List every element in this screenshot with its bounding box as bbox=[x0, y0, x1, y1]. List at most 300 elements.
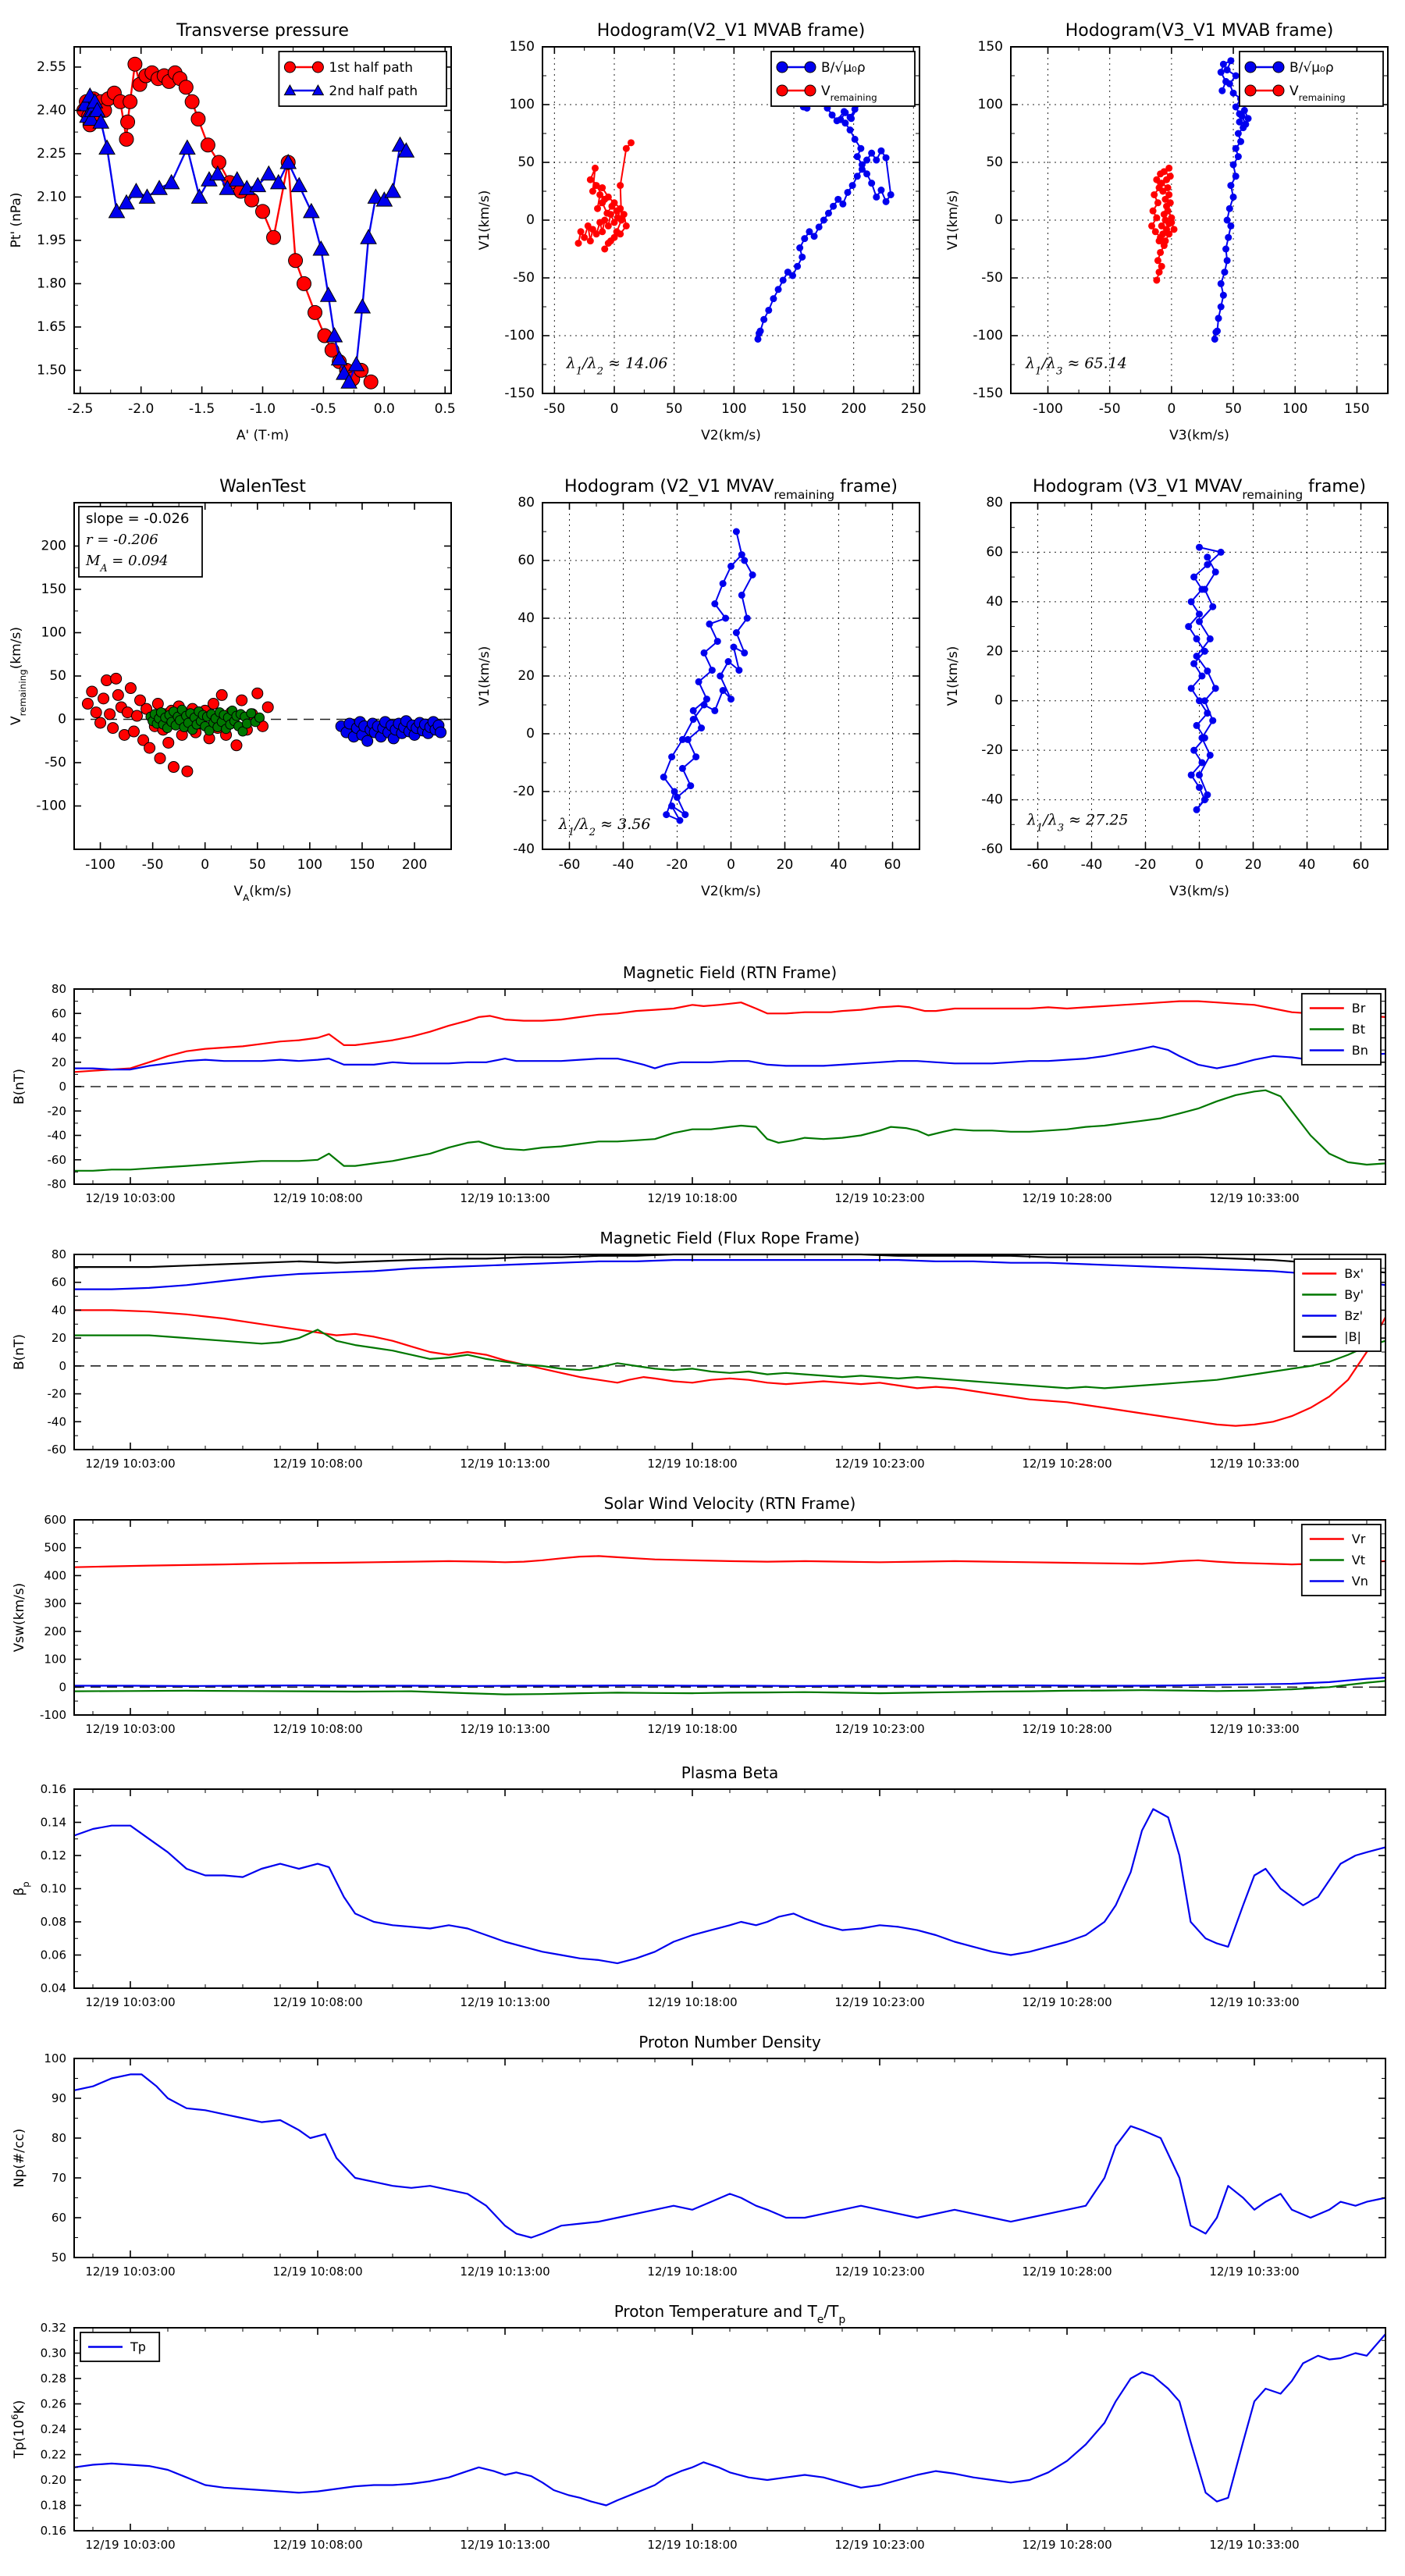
marker-V-remaining bbox=[575, 240, 582, 247]
x-tick-label: 12/19 10:03:00 bbox=[85, 1457, 176, 1471]
marker-V-hodogram bbox=[676, 817, 683, 824]
marker-B-hodogram bbox=[1232, 73, 1240, 80]
marker-V-remaining bbox=[1154, 257, 1161, 264]
marker-V-remaining bbox=[599, 184, 606, 191]
y-tick-label: 1.95 bbox=[37, 232, 66, 248]
y-tick-label: 40 bbox=[51, 1302, 66, 1317]
marker-V-hodogram bbox=[1201, 586, 1208, 593]
panel-title: Magnetic Field (Flux Rope Frame) bbox=[599, 1229, 860, 1247]
marker-walen-red bbox=[112, 689, 123, 700]
marker-V-remaining bbox=[1151, 191, 1158, 198]
marker-V-hodogram bbox=[1193, 806, 1200, 813]
y-tick-label: 0 bbox=[526, 212, 535, 228]
y-tick-label: -40 bbox=[981, 792, 1003, 808]
y-tick-label: 80 bbox=[518, 495, 535, 511]
x-tick-label: -40 bbox=[612, 857, 635, 873]
x-tick-label: 50 bbox=[1225, 401, 1242, 417]
y-tick-label: 40 bbox=[51, 1030, 66, 1044]
marker-first-half-path bbox=[179, 80, 193, 94]
marker-B-hodogram bbox=[1227, 182, 1234, 189]
x-tick-label: 50 bbox=[665, 401, 683, 417]
marker-V-hodogram bbox=[1204, 792, 1211, 799]
legend-marker bbox=[284, 62, 295, 73]
legend-label: Bn bbox=[1351, 1043, 1368, 1059]
marker-B-hodogram bbox=[877, 148, 884, 155]
plot-area bbox=[74, 2328, 1385, 2531]
marker-V-hodogram bbox=[735, 667, 742, 674]
x-tick-label: -50 bbox=[543, 401, 566, 417]
x-tick-label: 60 bbox=[884, 857, 902, 873]
marker-B-hodogram bbox=[841, 108, 848, 115]
x-tick-label: -2.5 bbox=[67, 401, 94, 417]
y-tick-label: 2.10 bbox=[37, 189, 66, 205]
y-tick-label: -60 bbox=[981, 841, 1003, 857]
x-tick-label: 0 bbox=[1195, 857, 1204, 873]
y-tick-label: 600 bbox=[44, 1512, 66, 1527]
marker-V-remaining bbox=[587, 237, 594, 244]
marker-B-hodogram bbox=[811, 233, 818, 240]
y-tick-label: 0.28 bbox=[40, 2371, 66, 2386]
y-tick-label: 0 bbox=[526, 726, 535, 742]
marker-V-hodogram bbox=[668, 802, 675, 809]
marker-V-hodogram bbox=[720, 580, 727, 587]
marker-B-hodogram bbox=[852, 136, 859, 143]
y-tick-label: 400 bbox=[44, 1567, 66, 1582]
marker-V-remaining bbox=[1148, 222, 1155, 229]
plot-area bbox=[74, 1789, 1385, 1988]
marker-first-half-path bbox=[256, 205, 270, 219]
x-tick-label: 100 bbox=[721, 401, 747, 417]
y-tick-label: 0.20 bbox=[40, 2472, 66, 2487]
marker-V-hodogram bbox=[711, 707, 718, 714]
y-tick-label: 0.14 bbox=[40, 1815, 66, 1829]
marker-walen-red bbox=[252, 688, 263, 699]
marker-V-hodogram bbox=[717, 673, 724, 680]
legend-marker bbox=[805, 62, 816, 73]
x-tick-label: 12/19 10:08:00 bbox=[272, 1457, 363, 1471]
marker-V-hodogram bbox=[692, 753, 699, 760]
legend-marker bbox=[1273, 85, 1284, 96]
x-tick-label: 12/19 10:18:00 bbox=[647, 2265, 738, 2279]
marker-walen-red bbox=[82, 699, 93, 710]
marker-V-hodogram bbox=[733, 629, 740, 636]
y-tick-label: -20 bbox=[47, 1386, 66, 1401]
panel-transverse-pressure bbox=[0, 6, 468, 457]
solar-wind-velocity-chart bbox=[0, 1487, 1405, 1752]
marker-first-half-path bbox=[201, 138, 215, 152]
y-axis-label: Pt' (nPa) bbox=[9, 192, 24, 248]
marker-V-hodogram bbox=[720, 687, 727, 694]
legend bbox=[279, 52, 446, 106]
marker-V-hodogram bbox=[1209, 603, 1216, 610]
y-tick-label: 50 bbox=[49, 668, 66, 684]
marker-B-hodogram bbox=[868, 150, 875, 157]
marker-walen-blue bbox=[362, 735, 373, 746]
marker-walen-red bbox=[111, 673, 122, 684]
y-tick-label: 60 bbox=[986, 544, 1003, 560]
y-tick-label: 20 bbox=[51, 1055, 66, 1069]
y-tick-label: 0.26 bbox=[40, 2396, 66, 2411]
marker-V-remaining bbox=[611, 199, 618, 206]
y-tick-label: -50 bbox=[513, 270, 535, 286]
y-tick-label: 200 bbox=[44, 1624, 66, 1638]
marker-V-remaining bbox=[1165, 184, 1172, 191]
marker-B-hodogram bbox=[1218, 280, 1225, 287]
magnetic-field-rtn-chart bbox=[0, 956, 1405, 1222]
marker-V-remaining bbox=[599, 228, 606, 235]
x-tick-label: 40 bbox=[1298, 857, 1316, 873]
y-tick-label: 150 bbox=[41, 582, 66, 597]
marker-V-remaining bbox=[1165, 191, 1172, 198]
marker-walen-red bbox=[182, 766, 193, 777]
marker-walen-red bbox=[105, 709, 116, 720]
x-tick-label: 12/19 10:18:00 bbox=[647, 1995, 738, 2009]
marker-first-half-path bbox=[308, 305, 322, 319]
panel-title: Solar Wind Velocity (RTN Frame) bbox=[603, 1494, 856, 1513]
marker-V-remaining bbox=[1150, 208, 1157, 215]
x-tick-label: 12/19 10:08:00 bbox=[272, 1995, 363, 2009]
marker-B-hodogram bbox=[775, 286, 782, 293]
legend-label: Vn bbox=[1351, 1574, 1368, 1589]
marker-V-remaining bbox=[623, 145, 630, 152]
x-tick-label: -60 bbox=[558, 857, 581, 873]
marker-V-hodogram bbox=[1196, 618, 1203, 625]
marker-first-half-path bbox=[191, 112, 205, 126]
x-tick-label: 200 bbox=[841, 401, 866, 417]
marker-V-hodogram bbox=[663, 811, 670, 818]
panel-solar-wind-velocity bbox=[0, 1487, 1405, 1752]
x-tick-label: 0 bbox=[727, 857, 735, 873]
y-tick-label: -50 bbox=[44, 755, 66, 770]
marker-V-hodogram bbox=[1218, 549, 1225, 556]
x-tick-label: 0 bbox=[610, 401, 619, 417]
marker-B-hodogram bbox=[868, 180, 875, 187]
marker-B-hodogram bbox=[1232, 173, 1240, 180]
marker-B-hodogram bbox=[883, 155, 890, 162]
legend-label: Tp bbox=[130, 2339, 146, 2355]
panel-walen-test bbox=[0, 462, 468, 913]
marker-V-remaining bbox=[605, 222, 612, 229]
marker-V-remaining bbox=[1153, 276, 1160, 283]
x-tick-label: 0 bbox=[1167, 401, 1176, 417]
y-tick-label: 0 bbox=[59, 1358, 66, 1373]
y-tick-label: -40 bbox=[47, 1414, 66, 1429]
y-tick-label: 0.04 bbox=[40, 1980, 66, 1995]
x-tick-label: 12/19 10:33:00 bbox=[1209, 1722, 1300, 1736]
y-tick-label: 0.10 bbox=[40, 1881, 66, 1895]
marker-walen-red bbox=[125, 683, 136, 694]
x-tick-label: 12/19 10:18:00 bbox=[647, 1191, 738, 1205]
marker-V-remaining bbox=[614, 228, 621, 235]
marker-B-hodogram bbox=[1245, 115, 1252, 122]
marker-B-hodogram bbox=[887, 191, 895, 198]
marker-walen-green bbox=[254, 713, 264, 722]
x-tick-label: 12/19 10:13:00 bbox=[460, 1457, 550, 1471]
marker-V-remaining bbox=[605, 194, 612, 201]
y-tick-label: -150 bbox=[973, 386, 1003, 401]
marker-V-hodogram bbox=[701, 649, 708, 656]
x-tick-label: -1.0 bbox=[249, 401, 276, 417]
y-tick-label: 60 bbox=[518, 553, 535, 568]
marker-V-hodogram bbox=[668, 753, 675, 760]
x-tick-label: 60 bbox=[1352, 857, 1370, 873]
hodogram-v2v1-mvav-chart bbox=[468, 462, 937, 913]
y-axis-label: $V_{remaining}(km/s)$ bbox=[9, 627, 28, 725]
marker-B-hodogram bbox=[816, 223, 823, 230]
legend-label: Br bbox=[1351, 1001, 1366, 1016]
marker-B-hodogram bbox=[1227, 222, 1234, 229]
marker-first-half-path bbox=[121, 115, 135, 129]
marker-B-hodogram bbox=[1224, 217, 1231, 224]
eigenvalue-ratio-annotation: $\lambda_1/\lambda_3 \approx 27.25$ bbox=[1026, 811, 1129, 834]
marker-walen-red bbox=[98, 693, 109, 704]
y-tick-label: 0.30 bbox=[40, 2346, 66, 2360]
y-axis-label: V1(km/s) bbox=[945, 190, 961, 251]
marker-B-hodogram bbox=[1222, 246, 1229, 253]
marker-V-hodogram bbox=[1198, 760, 1205, 767]
x-tick-label: 12/19 10:23:00 bbox=[834, 1191, 925, 1205]
y-tick-label: -60 bbox=[47, 1442, 66, 1457]
y-axis-label: V1(km/s) bbox=[945, 646, 961, 706]
panel-title: Transverse pressure bbox=[176, 21, 349, 41]
y-tick-label: -20 bbox=[981, 742, 1003, 759]
panel-title: WalenTest bbox=[219, 477, 306, 496]
x-axis-label: V3(km/s) bbox=[1169, 428, 1229, 443]
x-tick-label: 12/19 10:33:00 bbox=[1209, 1995, 1300, 2009]
marker-V-hodogram bbox=[1190, 660, 1197, 667]
proton-density-chart bbox=[0, 2026, 1405, 2295]
marker-V-hodogram bbox=[1204, 553, 1211, 560]
marker-V-hodogram bbox=[1212, 568, 1219, 575]
y-tick-label: 0.08 bbox=[40, 1914, 66, 1929]
marker-B-hodogram bbox=[820, 217, 827, 224]
x-tick-label: 12/19 10:03:00 bbox=[85, 1995, 176, 2009]
x-tick-label: 12/19 10:08:00 bbox=[272, 1191, 363, 1205]
y-tick-label: -40 bbox=[47, 1128, 66, 1142]
legend-marker bbox=[1245, 62, 1256, 73]
y-tick-label: 40 bbox=[986, 593, 1003, 610]
marker-V-remaining bbox=[1167, 173, 1174, 180]
marker-V-remaining bbox=[1156, 184, 1163, 191]
marker-walen-red bbox=[108, 723, 119, 734]
x-tick-label: -100 bbox=[1033, 401, 1063, 417]
legend-label: 2nd half path bbox=[329, 83, 418, 99]
panel-hodogram-v2v1-mvav bbox=[468, 462, 937, 913]
y-tick-label: -100 bbox=[504, 328, 535, 343]
marker-V-hodogram bbox=[730, 644, 737, 651]
marker-B-hodogram bbox=[1224, 66, 1231, 73]
marker-B-hodogram bbox=[1230, 161, 1237, 168]
marker-walen-red bbox=[155, 753, 165, 763]
marker-V-hodogram bbox=[679, 736, 686, 743]
y-axis-label: $\beta_p$ bbox=[12, 1881, 31, 1896]
x-tick-label: 12/19 10:28:00 bbox=[1022, 2265, 1112, 2279]
marker-V-remaining bbox=[581, 234, 588, 241]
y-tick-label: 60 bbox=[51, 2210, 66, 2225]
marker-B-hodogram bbox=[829, 112, 836, 119]
x-tick-label: 12/19 10:28:00 bbox=[1022, 1457, 1112, 1471]
marker-B-hodogram bbox=[863, 170, 870, 177]
x-tick-label: -50 bbox=[1098, 401, 1121, 417]
marker-B-hodogram bbox=[857, 145, 864, 152]
panel-title: Hodogram(V3_V1 MVAB frame) bbox=[1065, 21, 1334, 41]
y-tick-label: 2.40 bbox=[37, 102, 66, 119]
y-tick-label: 150 bbox=[509, 39, 535, 55]
marker-walen-green bbox=[247, 709, 256, 718]
y-tick-label: -100 bbox=[973, 328, 1003, 343]
marker-V-hodogram bbox=[698, 724, 705, 731]
marker-B-hodogram bbox=[1235, 153, 1242, 160]
legend-label: By' bbox=[1344, 1287, 1364, 1303]
y-tick-label: 90 bbox=[51, 2090, 66, 2105]
panel-hodogram-v3v1-mvab bbox=[937, 6, 1405, 457]
marker-V-hodogram bbox=[733, 528, 740, 535]
x-tick-label: 12/19 10:23:00 bbox=[834, 2265, 925, 2279]
legend-label: Vt bbox=[1351, 1553, 1366, 1568]
marker-V-remaining bbox=[1161, 237, 1168, 244]
x-tick-label: 12/19 10:13:00 bbox=[460, 2538, 550, 2552]
marker-V-hodogram bbox=[1198, 673, 1205, 680]
marker-B-hodogram bbox=[845, 189, 852, 196]
marker-first-half-path bbox=[267, 230, 281, 244]
panel-proton-temperature bbox=[0, 2295, 1405, 2568]
x-tick-label: 12/19 10:33:00 bbox=[1209, 2538, 1300, 2552]
marker-V-hodogram bbox=[671, 788, 678, 795]
marker-B-hodogram bbox=[1220, 61, 1227, 68]
legend-label: Bx' bbox=[1344, 1266, 1364, 1282]
marker-B-hodogram bbox=[1235, 130, 1242, 137]
marker-V-remaining bbox=[1158, 222, 1165, 229]
marker-V-remaining bbox=[594, 205, 601, 212]
marker-B-hodogram bbox=[834, 117, 841, 124]
marker-V-hodogram bbox=[1201, 697, 1208, 704]
marker-B-hodogram bbox=[1226, 205, 1233, 212]
marker-B-hodogram bbox=[847, 126, 854, 133]
marker-B-hodogram bbox=[1214, 328, 1221, 335]
legend-marker bbox=[1245, 85, 1256, 96]
eigenvalue-ratio-annotation: $\lambda_1/\lambda_2 \approx 14.06$ bbox=[566, 354, 668, 377]
legend-label: |B| bbox=[1344, 1329, 1361, 1345]
marker-walen-red bbox=[262, 702, 273, 713]
y-tick-label: 200 bbox=[41, 538, 66, 554]
y-tick-label: 500 bbox=[44, 1540, 66, 1555]
y-axis-label: $Tp(10^6K)$ bbox=[9, 2400, 27, 2459]
panel-hodogram-v3v1-mvav bbox=[937, 462, 1405, 913]
marker-V-hodogram bbox=[1190, 747, 1197, 754]
marker-V-remaining bbox=[1158, 263, 1165, 270]
marker-V-remaining bbox=[603, 210, 610, 217]
marker-V-hodogram bbox=[1193, 635, 1200, 642]
y-tick-label: 0.22 bbox=[40, 2447, 66, 2461]
x-tick-label: 12/19 10:18:00 bbox=[647, 2538, 738, 2552]
magnetic-field-flux-rope-chart bbox=[0, 1222, 1405, 1487]
marker-walen-red bbox=[237, 695, 247, 706]
marker-V-remaining bbox=[1154, 199, 1161, 206]
panel-title: Magnetic Field (RTN Frame) bbox=[622, 963, 838, 982]
marker-V-hodogram bbox=[690, 707, 697, 714]
marker-B-hodogram bbox=[1220, 292, 1227, 299]
x-axis-label: A' (T·m) bbox=[236, 428, 290, 443]
x-tick-label: 100 bbox=[1282, 401, 1308, 417]
y-tick-label: 0.12 bbox=[40, 1848, 66, 1863]
y-tick-label: -100 bbox=[36, 798, 66, 814]
x-tick-label: 12/19 10:33:00 bbox=[1209, 2265, 1300, 2279]
plot-area bbox=[74, 2058, 1385, 2258]
panel-title: Hodogram(V2_V1 MVAB frame) bbox=[596, 21, 866, 41]
marker-B-hodogram bbox=[825, 210, 832, 217]
y-tick-label: -50 bbox=[981, 270, 1003, 286]
marker-first-half-path bbox=[297, 276, 311, 290]
marker-V-hodogram bbox=[701, 702, 708, 709]
marker-first-half-path bbox=[185, 94, 199, 109]
y-tick-label: 100 bbox=[41, 624, 66, 641]
y-tick-label: 20 bbox=[986, 643, 1003, 660]
x-tick-label: 12/19 10:08:00 bbox=[272, 2265, 363, 2279]
y-tick-label: 150 bbox=[977, 39, 1003, 55]
marker-B-hodogram bbox=[1232, 103, 1240, 110]
marker-V-hodogram bbox=[1196, 610, 1203, 617]
x-tick-label: 12/19 10:13:00 bbox=[460, 2265, 550, 2279]
marker-B-hodogram bbox=[1230, 194, 1237, 201]
y-tick-label: 100 bbox=[44, 2051, 66, 2065]
x-tick-label: -2.0 bbox=[128, 401, 155, 417]
marker-V-hodogram bbox=[1204, 710, 1211, 717]
marker-B-hodogram bbox=[1222, 78, 1229, 85]
y-tick-label: 300 bbox=[44, 1596, 66, 1610]
legend bbox=[80, 2332, 159, 2361]
legend-label: $V_{remaining}$ bbox=[1289, 83, 1346, 103]
marker-walen-red bbox=[231, 740, 242, 751]
panel-magnetic-field-rtn bbox=[0, 956, 1405, 1222]
marker-V-hodogram bbox=[1193, 722, 1200, 729]
legend-marker bbox=[312, 62, 323, 73]
marker-B-hodogram bbox=[873, 157, 880, 164]
x-tick-label: -0.5 bbox=[310, 401, 336, 417]
y-tick-label: -100 bbox=[39, 1707, 66, 1722]
marker-V-remaining bbox=[592, 165, 599, 172]
marker-first-half-path bbox=[364, 375, 378, 389]
legend-marker bbox=[805, 85, 816, 96]
marker-V-remaining bbox=[1153, 176, 1160, 183]
marker-V-remaining bbox=[587, 176, 594, 183]
y-tick-label: 50 bbox=[518, 155, 535, 170]
x-tick-label: 100 bbox=[297, 857, 323, 873]
y-tick-label: -150 bbox=[504, 386, 535, 401]
x-tick-label: 200 bbox=[401, 857, 428, 873]
marker-V-remaining bbox=[607, 237, 614, 244]
x-tick-label: 12/19 10:33:00 bbox=[1209, 1457, 1300, 1471]
legend bbox=[1294, 1259, 1381, 1351]
y-tick-label: 0.16 bbox=[40, 2523, 66, 2538]
marker-walen-red bbox=[128, 726, 139, 737]
x-tick-label: 0.0 bbox=[373, 401, 395, 417]
x-tick-label: -50 bbox=[141, 857, 164, 873]
x-tick-label: 12/19 10:18:00 bbox=[647, 1457, 738, 1471]
marker-B-hodogram bbox=[796, 244, 803, 251]
y-tick-label: 60 bbox=[51, 1275, 66, 1290]
y-tick-label: 80 bbox=[51, 1247, 66, 1261]
legend-label: Vr bbox=[1351, 1532, 1366, 1547]
x-tick-label: 150 bbox=[349, 857, 375, 873]
y-tick-label: 1.50 bbox=[37, 362, 66, 379]
x-tick-label: 12/19 10:13:00 bbox=[460, 1722, 550, 1736]
x-tick-label: 50 bbox=[248, 857, 266, 873]
transverse-pressure-chart bbox=[0, 6, 468, 457]
marker-B-hodogram bbox=[849, 182, 856, 189]
stats-line: slope = -0.026 bbox=[86, 511, 190, 527]
marker-V-hodogram bbox=[1193, 653, 1200, 660]
legend-marker bbox=[777, 85, 788, 96]
